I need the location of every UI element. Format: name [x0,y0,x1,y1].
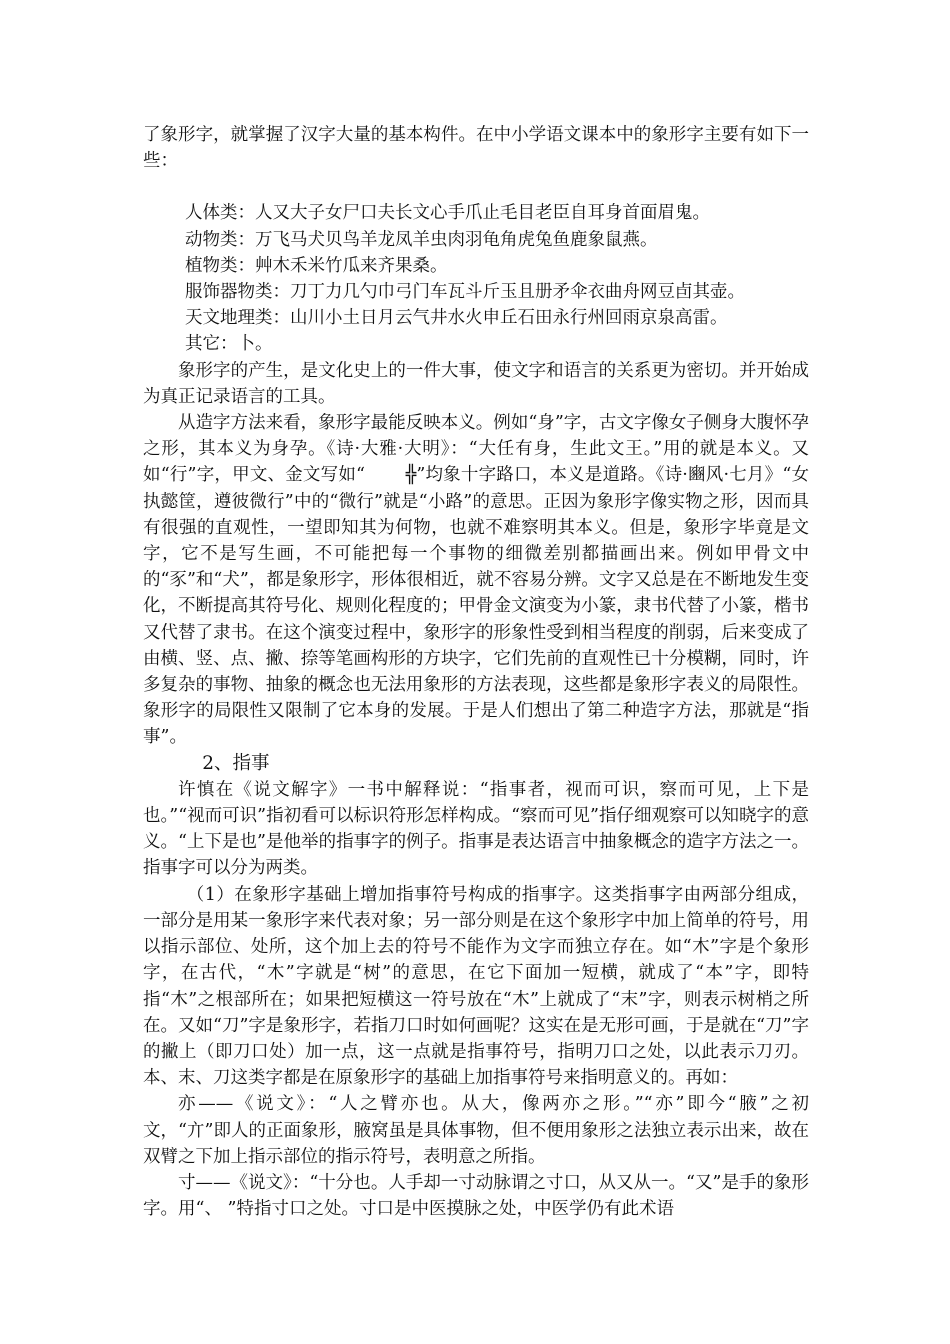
method-text-part1: 从造字方法来看，象形字最能反映本义。例如“身”字，古文字像女子侧身大腹怀孕之形，其本义为身孕。《诗·大雅·大明》：“大任有身，生此文王。”用的就是本义。又如“行”字，甲文、金文写如“ [143,413,809,486]
category-plant: 植物类：艸木禾米竹瓜来齐果桑。 [185,255,448,276]
example-cun-paragraph: 寸——《说文》：“十分也。人手却一寸动脉谓之寸口，从又从一。“又”是手的象形字。用“、 ”特指寸口之处。寸口是中医摸脉之处，中医学仍有此术语 [143,1172,809,1220]
origin-paragraph: 象形字的产生，是文化史上的一件大事，使文字和语言的关系更为密切。并开始成为真正记录语言的工具。 [143,360,809,407]
type1-paragraph: （1）在象形字基础上增加指事符号构成的指事字。这类指事字由两部分组成，一部分是用某一象形字来代表对象；另一部分则是在这个象形字中加上简单的符号，用以指示部位、处所，这个加上去的符号不能作为文字而独立存在。如“木”字是个象形字，在古代，“木”字就是“树”的意思，在它下面加一短横，就成了“本”字，即特指“木”之根部所在；如果把短横这一符号放在“木”上就成了“末”字，则表示树梢之所在。又如“刀”字是象形字，若指刀口时如何画呢？这实在是无形可画，于是就在“刀”字的撇上（即刀口处）加一点，这一点就是指事符号，指明刀口之处，以此表示刀刃。本、末、刀这类字都是在原象形字的基础上加指事符号来指明意义的。再如： [143,884,809,1089]
method-text-part2: ”均象十字路口，本义是道路。《诗·豳风·七月》“女执懿筐，遵彼微行”中的“微行”就是“小路”的意思。正因为象形字像实物之形，因而具有很强的直观性，一望即知其为何物，也就不难察明其本义。但是，象形字毕竟是文字，它不是写生画，不可能把每一个事物的细微差别都描画出来。例如甲骨文中的“豕”和“犬”，都是象形字，形体很相近，就不容易分辨。文字又总是在不断地发生变化，不断提高其符号化、规则化程度的；甲骨金文演变为小篆，隶书代替了小篆，楷书又代替了隶书。在这个演变过程中，象形字的形象性受到相当程度的削弱，后来变成了由横、竖、点、撇、捺等笔画构形的方块字，它们先前的直观性已十分模糊，同时，许多复杂的事物、抽象的概念也无法用象形的方法表现，这些都是象形字表义的局限性。象形字的局限性又限制了它本身的发展。于是人们想出了第二种造字方法，那就是“指事”。 [143,465,809,748]
xing-oracle-glyph: ╬ [405,465,417,486]
zhishi-definition-paragraph: 许慎在《说文解字》一书中解释说：“指事者，视而可识，察而可见，上下是也。”“视而可识”指初看可以标识符形怎样构成。“察而可见”指仔细观察可以知晓字的意义。“上下是也”是他举的指事字的例子。指事是表达语言中抽象概念的造字方法之一。指事字可以分为两类。 [143,779,809,879]
category-nature: 天文地理类：山川小土日月云气井水火申丘石田永行州回雨京泉高雷。 [185,308,728,329]
section-heading-zhishi: 2、指事 [202,752,270,774]
method-paragraph [143,410,809,751]
body-text [143,122,809,1222]
category-body: 人体类：人又大子女尸口夫长文心手爪止毛目老臣自耳身首面眉鬼。 [185,203,710,224]
pictograph-category-list [143,200,809,357]
category-other: 其它：卜。 [185,334,273,355]
example-yi-paragraph: 亦——《说文》：“人之臂亦也。从大，像两亦之形。”“亦”即今“腋”之初文，“亣”即人的正面象形，腋窝虽是具体事物，但不便用象形之法独立表示出来，故在双臂之下加上指示部位的指示符号，表明意之所指。 [143,1094,809,1167]
category-animal: 动物类：万飞马犬贝鸟羊龙凤羊虫肉羽龟角虎兔鱼鹿象鼠燕。 [185,229,658,250]
category-object: 服饰器物类：刀丁力几勺巾弓门车瓦斗斤玉且册矛伞衣曲舟网豆卣其壶。 [185,282,745,303]
intro-paragraph: 了象形字，就掌握了汉字大量的基本构件。在中小学语文课本中的象形字主要有如下一些： [143,125,809,172]
